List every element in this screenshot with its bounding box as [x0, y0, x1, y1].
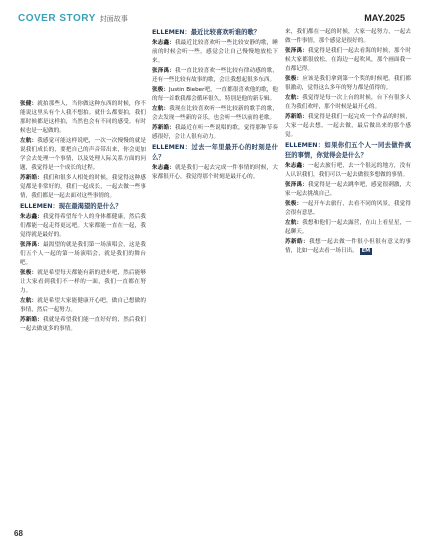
answer-text: 最渴望的就是我们第一场演唱会，这是我们五个人一起的第一场演唱会，就是我们的舞台吧。 [20, 242, 146, 266]
speaker-name: 张极： [285, 201, 303, 207]
interview-answer [20, 269, 146, 296]
speaker-name: 张泽禹： [285, 48, 308, 54]
answer-text: 应该是我们拿到第一个奖的时候吧，我们都很激动，觉得这么多年的努力都是值得的。 [285, 76, 411, 91]
speaker-name: 朱志鑫： [152, 165, 175, 171]
interview-answer [285, 162, 411, 180]
issue-date: MAY.2025 [364, 13, 405, 23]
interview-answer [285, 94, 411, 112]
interview-answer [285, 181, 411, 199]
interview-answer [152, 86, 278, 104]
interview-answer [20, 137, 146, 173]
interview-answer [20, 316, 146, 334]
answer-text: 我想一起去做一件很小但很有意义的事情，比如一起去看一场日出。 [285, 239, 411, 254]
speaker-name: 左航： [285, 220, 303, 226]
text-column-3 [285, 28, 411, 257]
answer-text: 就是我们一起去完成一件事情的时候，大家都很开心，我觉得那个时刻是最开心的。 [152, 165, 278, 180]
answer-text: Justin Bieber吧，一直都很喜欢他的歌，他的每一首歌我都会循环很久，特别是他的新专辑。 [152, 87, 278, 102]
answer-text: 一起去旅行吧，去一个很远的地方，没有人认识我们，我们可以一起去做很多想做的事情。 [285, 163, 411, 178]
interview-answer [20, 100, 146, 136]
interview-answer [285, 113, 411, 140]
speaker-name: 朱志鑫： [285, 163, 308, 169]
interview-answer [285, 47, 411, 74]
speaker-name: 左航： [20, 298, 38, 304]
speaker-name: 苏新皓： [20, 317, 43, 323]
answer-text: 我觉得是我们一起去看海的时候，那个时候大家都很放松，在海边一起吹风，那个画面我一直都记得。 [285, 48, 411, 72]
interview-question: ELLEMEN：如果你们五个人一同去做件疯狂的事情，你觉得会是什么？ [285, 142, 411, 159]
interview-question: ELLEMEN：现在最渴望的是什么？ [20, 203, 122, 210]
answer-text: 我一直比较喜欢一些比较有律动感的歌，还有一些比较有故事的歌，会让我想起很多东西。 [152, 68, 278, 83]
text-column-1 [20, 100, 146, 335]
interview-answer [285, 200, 411, 218]
interview-answer [152, 105, 278, 123]
answer-text: 我现在比较喜欢听一些比较新的歌手的歌，会去发现一些新的音乐，也会听一些以前的老歌。 [152, 106, 278, 121]
interview-answer [285, 238, 411, 256]
section-label: COVER STORY 封面故事 [18, 13, 128, 24]
answer-text: 我感觉可能这样说吧，一次一次慢慢的就是说我们成长的，要把自己的声音带出来，你会更加学会去处理一个事情，以及处理人际关系方面的问题，我觉得是一个成长的过程。 [20, 138, 146, 171]
speaker-name: 张泽禹： [152, 68, 175, 74]
speaker-name: 朱志鑫： [152, 40, 175, 46]
answer-text: 我最近在听一些说唱的歌，觉得那种节奏感很好，会让人很有动力。 [152, 125, 278, 140]
answer-text: 我们和很多人相处的时候，我觉得这种感觉都是非常好的，我们一起成长，一起去做一些事情，我们都是一起去面对这些事情的。 [20, 175, 146, 199]
speaker-name: 张健： [20, 101, 38, 107]
speaker-name: 张极： [20, 270, 38, 276]
end-mark: EM [361, 248, 371, 254]
text-column-2 [152, 28, 278, 183]
speaker-name: 张极： [152, 87, 169, 93]
interview-answer [285, 219, 411, 237]
speaker-name: 苏新皓： [285, 114, 308, 120]
answer-text: 就是希望每天都能有新的进步吧，然后能够让大家看到我们不一样的一面，我们一直都在努力。 [20, 270, 146, 294]
interview-answer [152, 164, 278, 182]
answer-text: 来，我们都在一起的时候，大家一起努力，一起去做一件事情，那个感觉是很好的。 [285, 29, 411, 44]
interview-answer [152, 39, 278, 66]
answer-text: 我想和他们一起去露营，在山上看星星，一起聊天。 [285, 220, 411, 235]
interview-answer [20, 174, 146, 201]
answer-text: 我觉得是一起去跳伞吧，感觉很刺激，大家一起去挑战自己。 [285, 182, 411, 197]
answer-text: 我就是希望我们能一直好好的，然后我们一起去做更多的事情。 [20, 317, 146, 332]
answer-text: 就拍那些人，当你做这种东西的时候，你不能说这里头有个人我不想拍。就什么都要拍，我们那时候都是这样拍，当然也会有不同的感受。有时候也是一起做的。 [20, 101, 146, 134]
interview-question: ELLEMEN：最近比较喜欢听谁的歌？ [152, 29, 261, 36]
interview-answer [152, 67, 278, 85]
speaker-name: 左航： [285, 95, 303, 101]
speaker-name: 朱志鑫： [20, 214, 43, 220]
speaker-name: 左航： [152, 106, 170, 112]
section-subtitle: 封面故事 [99, 16, 128, 23]
speaker-name: 左航： [20, 138, 38, 144]
page-number: 68 [14, 529, 23, 538]
interview-answer [20, 297, 146, 315]
interview-answer [20, 213, 146, 240]
answer-text: 一起开车去旅行，去看不同的风景，我觉得会很有意思。 [285, 201, 411, 216]
speaker-name: 张极： [285, 76, 303, 82]
interview-answer [285, 75, 411, 93]
interview-answer [285, 28, 411, 46]
answer-text: 我觉得是每一次上台的时候，台下有很多人在为我们欢呼，那个时候是最开心的。 [285, 95, 411, 110]
answer-text: 就是希望大家能健康开心吧，做自己想做的事情，然后一起努力。 [20, 298, 146, 313]
interview-answer [152, 124, 278, 142]
answer-text: 我觉得是我们一起完成一个作品的时候，大家一起去想，一起去做，最后做出来的那个感觉。 [285, 114, 411, 138]
interview-question: ELLEMEN：过去一年里最开心的时刻是什么？ [152, 144, 278, 161]
speaker-name: 苏新皓： [285, 239, 310, 245]
answer-text: 我最近比较喜欢听一些比较安静的歌，睡前的时候会听一些，感觉会让自己慢慢地放松下来。 [152, 40, 278, 64]
speaker-name: 张泽禹： [20, 242, 43, 248]
speaker-name: 苏新皓： [20, 175, 43, 181]
answer-text: 我觉得希望每个人的身体都健康，然后我们都能一起走得更远吧。大家都能一直在一起，我觉得就是最好的。 [20, 214, 146, 238]
interview-answer [20, 241, 146, 268]
speaker-name: 苏新皓： [152, 125, 175, 131]
speaker-name: 张泽禹： [285, 182, 308, 188]
